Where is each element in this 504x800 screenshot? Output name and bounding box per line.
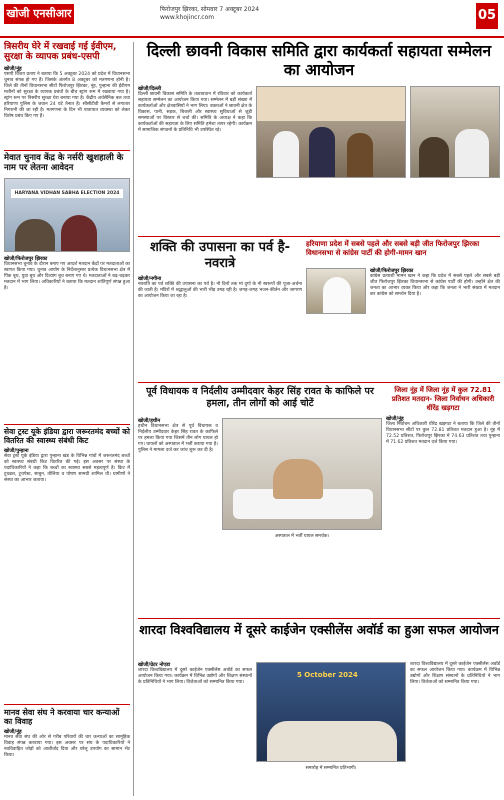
left-mid-headline: मेवात चुनाव केंद्र के नर्सरी खुशहाली के नाम पर लेतना आवेदन xyxy=(4,153,124,173)
sharda-photo-date: 5 October 2024 xyxy=(297,671,358,679)
turnout-article xyxy=(386,386,500,448)
left-low-headline: सेवा ट्रस्ट यूके इंडिया द्वारा जरूरतमंद बच्चों को वितरित की स्वास्थ्य संबंधी किट xyxy=(4,427,130,445)
navratri-article xyxy=(138,240,302,302)
left-low-byline: खोजी/पुन्हाना xyxy=(4,448,29,455)
lead-headline xyxy=(138,42,500,80)
speaker-shape xyxy=(347,133,373,177)
sharda-headline xyxy=(138,622,500,638)
page-number: 05 xyxy=(476,3,498,29)
maman-khan-byline: खोजी/फिरोजपुर झिरका xyxy=(370,268,414,274)
sharda-caption: समारोह में सम्मानित प्रतिभागी। xyxy=(305,766,357,771)
divider xyxy=(138,382,500,383)
left-mid-body xyxy=(4,256,130,294)
speaker-shape xyxy=(309,127,335,177)
audience-shape xyxy=(419,137,449,177)
stage-backdrop xyxy=(257,87,405,121)
left-top-headline: त्रिसरीय घेरे में रखवाई गई ईवीएम, सुरक्षा के व्यापक प्रबंध-एसपी xyxy=(4,42,117,63)
lead-body xyxy=(138,86,252,136)
navratri-text: नवरात्रि का पर्व शक्ति की उपासना का पर्व है। नौ दिनों तक मां दुर्गा के नौ स्वरूपों की पूजा-अर्चना की जाती है। मंदिरों में श्रद्धालुओं की भारी भीड़ उमड़ रही है। जगह-जगह भजन-कीर्तन और जागरण का आयोजन किया जा रहा है। xyxy=(138,282,302,299)
left-top-article xyxy=(4,42,130,122)
speaker-shape xyxy=(273,131,299,177)
lead-headline-text: दिल्ली छावनी विकास समिति द्वारा कार्यकर्ता सहायता सम्मेलन का आयोजन xyxy=(146,42,492,79)
maman-khan-headline: हरियाणा प्रदेश में सबसे पहले और सबसे बड़ी जीत फिरोजपुर झिरका विधानसभा से कांग्रेस पार्टी की होगी-मामन खान xyxy=(306,240,480,257)
divider xyxy=(4,704,130,705)
attack-photo xyxy=(222,418,382,530)
divider xyxy=(138,236,500,237)
divider xyxy=(4,150,130,151)
masthead xyxy=(0,0,504,38)
sharda-text-2: शारदा विश्वविद्यालय में दूसरे काईजेन एक्सीलेंस अवॉर्ड का सफल आयोजन किया गया। कार्यक्रम में विभिन्न उद्योगों और शिक्षण संस्थानों के प्रतिनिधियों ने भाग लिया। विजेताओं को सम्मानित किया गया। xyxy=(410,662,500,685)
sharda-text: शारदा विश्वविद्यालय में दूसरे काईजेन एक्सीलेंस अवॉर्ड का सफल आयोजन किया गया। कार्यक्रम में विभिन्न उद्योगों और शिक्षण संस्थानों के प्रतिनिधियों ने भाग लिया। विजेताओं को सम्मानित किया गया। xyxy=(138,668,252,685)
navratri-headline: शक्ति की उपासना का पर्व है-नवरात्रे xyxy=(149,240,291,271)
attack-article xyxy=(138,386,382,414)
patient-shape xyxy=(273,459,323,499)
left-mid-text: विधानसभा चुनाव के दौरान बनाए गए आदर्श मतदान केंद्रों पर मतदाताओं का स्वागत किया गया। चुनाव आयोग के निर्देशानुसार प्रत्येक विधानसभा क्षेत्र में पिंक बूथ, युवा बूथ और दिव्यांग बूथ बनाए गए थे। मतदाताओं ने बढ़-चढ़कर मतदान में भाग लिया। अधिकारियों ने बताया कि मतदान शांतिपूर्ण संपन्न हुआ है। xyxy=(4,262,130,291)
sharda-body xyxy=(138,662,252,688)
turnout-byline: खोजी/नूंह xyxy=(386,416,404,422)
left-low-text: सेवा ट्रस्ट यूके इंडिया द्वारा पुन्हाना खंड के विभिन्न गांवों में जरूरतमंद बच्चों को स्वास्थ्य संबंधी किट वितरित की गई। इस अवसर पर संस्था के पदाधिकारियों ने कहा कि बच्चों का स्वास्थ्य सबसे महत्वपूर्ण है। किट में टूथब्रश, टूथपेस्ट, साबुन, तौलिया व पोषण सामग्री शामिल थी। ग्रामीणों ने संस्था का आभार जताया। xyxy=(4,454,130,484)
column-divider xyxy=(133,42,134,796)
left-top-text: एसपी विजय प्रताप ने बताया कि 5 अक्टूबर 2024 को प्रदेश में विधानसभा चुनाव संपन्न हो गए हैं। जिसके अंतर्गत 8 अक्टूबर को मतगणना होनी है। जिले की तीनों विधानसभा सीटों फिरोजपुर झिरका, नूंह, पुन्हाना की ईवीएम मशीनों को सुरक्षा के व्यापक प्रबंधों के बीच स्ट्रांग रूम में रखवाया गया है। स्ट्रांग रूम पर त्रिसरीय सुरक्षा घेरा बनाया गया है। केंद्रीय अर्धसैनिक बल तथा हरियाणा पुलिस के जवान 24 घंटे तैनात हैं। सीसीटीवी कैमरों से लगातार निगरानी की जा रही है। मतगणना के दिन भी यातायात व्यवस्था को लेकर विशेष प्रबंध किए गए हैं। xyxy=(4,71,130,119)
election-photo xyxy=(4,178,130,252)
sharda-photo xyxy=(256,662,406,762)
masthead-meta xyxy=(160,6,460,22)
divider xyxy=(4,424,130,425)
maman-khan-body xyxy=(370,268,500,300)
lead-text: दिल्ली छावनी विकास समिति के तत्वावधान में रविवार को कार्यकर्ता सहायता सम्मेलन का आयोजन किया गया। सम्मेलन में बड़ी संख्या में कार्यकर्ताओं और क्षेत्रवासियों ने भाग लिया। वक्ताओं ने छावनी क्षेत्र के विकास, पानी, सड़क, बिजली और स्वास्थ्य सुविधाओं से जुड़ी समस्याओं पर विस्तार से चर्चा की। समिति के अध्यक्ष ने कहा कि कार्यकर्ताओं की सहायता के लिए समिति हमेशा तत्पर रहेगी। कार्यक्रम में सामाजिक संगठनों के प्रतिनिधि भी उपस्थित रहे। xyxy=(138,92,252,133)
left-bottom-byline: खोजी/नूंह xyxy=(4,729,22,736)
left-bottom-headline: मानव सेवा संघ ने करवाया चार कन्याओं का विवाह xyxy=(4,708,120,727)
lead-byline: खोजी/दिल्ली xyxy=(138,86,162,92)
election-photo-banner: HARYANA VIDHAN SABHA ELECTION 2024 xyxy=(11,189,123,198)
people-shape xyxy=(15,219,55,251)
left-low-article xyxy=(4,428,130,486)
attack-body xyxy=(138,418,218,456)
maman-khan-photo xyxy=(306,268,366,314)
navratri-byline: खोजी/नगीना xyxy=(138,276,162,282)
maman-khan-article xyxy=(306,240,500,261)
people-shape xyxy=(61,215,97,251)
portrait-shape xyxy=(323,277,351,313)
sharda-headline-text: शारदा विश्वविद्यालय में दूसरे काईजेन एक्सीलेंस अवॉर्ड का हुआ सफल आयोजन xyxy=(139,622,499,637)
masthead-date: फिरोजपुर झिरका, सोमवार 7 अक्टूबर 2024 xyxy=(160,6,260,13)
lead-photo-2 xyxy=(410,86,500,178)
left-bottom-text: मानव सेवा संघ की ओर से गरीब परिवारों की चार कन्याओं का सामूहिक विवाह संपन्न करवाया गया। इस अवसर पर संघ के पदाधिकारियों ने नवविवाहित जोड़ों को आशीर्वाद दिया और घरेलू उपयोग का सामान भेंट किया। xyxy=(4,735,130,759)
sharda-body-2 xyxy=(410,662,500,688)
attack-text: हथीन विधानसभा क्षेत्र से पूर्व विधायक व निर्दलीय उम्मीदवार केहर सिंह रावत के काफिले पर हमला किया गया जिसमें तीन लोग घायल हो गए। घायलों को अस्पताल में भर्ती कराया गया है। पुलिस ने मामला दर्ज कर जांच शुरू कर दी है। xyxy=(138,424,218,453)
left-mid-article xyxy=(4,154,130,177)
left-top-byline: खोजी/नूंह xyxy=(4,65,22,72)
masthead-site: www.khojincr.com xyxy=(160,14,215,21)
audience-shape xyxy=(455,129,489,177)
group-shape xyxy=(267,721,397,761)
maman-khan-text: कांग्रेस प्रत्याशी मामन खान ने कहा कि प्रदेश में सबसे पहले और सबसे बड़ी जीत फिरोजपुर झिरका विधानसभा से कांग्रेस पार्टी की होगी। उन्होंने क्षेत्र की जनता का आभार व्यक्त किया और कहा कि जनता ने भारी संख्या में मतदान कर कांग्रेस को समर्थन दिया है। xyxy=(370,274,500,297)
attack-headline: पूर्व विधायक व निर्दलीय उम्मीदवार केहर सिंह रावत के काफिले पर हमला, तीन लोगों को आई चोटें xyxy=(146,386,374,409)
divider xyxy=(138,618,500,619)
turnout-headline: जिला नूंह में जिला नूंह में कुल 72.81 प्रतिशत मतदान- जिला निर्वाचन अधिकारी धीरेंद्र खड़गटा xyxy=(391,386,495,412)
attack-byline: खोजी/हथीन xyxy=(138,418,161,424)
left-bottom-article xyxy=(4,708,130,761)
left-mid-byline: खोजी/फिरोजपुर झिरका xyxy=(4,256,48,262)
masthead-logo: खोजी एनसीआर xyxy=(4,4,74,24)
sharda-byline: खोजी/ग्रेटर नोएडा xyxy=(138,662,171,668)
turnout-text: जिला निर्वाचन अधिकारी धीरेंद्र खड़गटा ने बताया कि जिले की तीनों विधानसभा सीटों पर कुल 72.81 प्रतिशत मतदान हुआ है। नूंह में 72.52 प्रतिशत, फिरोजपुर झिरका में 74.63 प्रतिशत तथा पुन्हाना में 71.62 प्रतिशत मतदान दर्ज किया गया। xyxy=(386,422,500,445)
attack-caption: अस्पताल में भर्ती घायल समर्थक। xyxy=(274,534,330,539)
lead-photo xyxy=(256,86,406,178)
